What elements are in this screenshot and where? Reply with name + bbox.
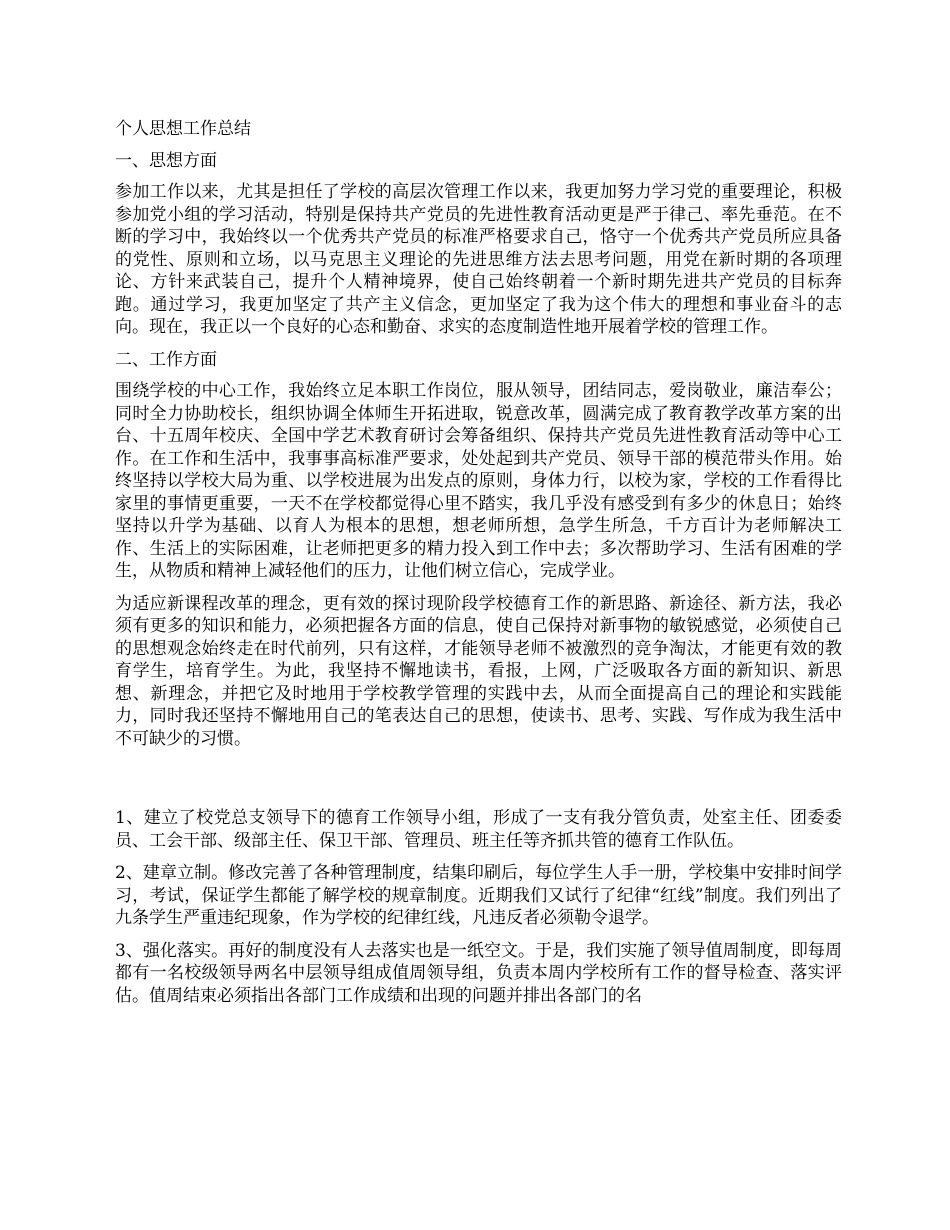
document-title: 个人思想工作总结 [115,119,251,139]
paragraph-thought: 参加工作以来，尤其是担任了学校的高层次管理工作以来，我更加努力学习党的重要理论，积极参加党小组的学习活动，特别是保持共产党员的先进性教育活动更是严于律己、率先垂范。在不断的学习中，我始终以一个优秀共产党员的标准严格要求自己，恪守一个优秀共产党员所应具备的党性、原则和立场，以马克思主义理论的先进思维方法去思考问题，用党在新时期的各项理论、方针来武装自己，提升个人精神境界，使自己始终朝着一个新时期先进共产党员的目标奔跑。通过学习，我更加坚定了共产主义信念，更加坚定了我为这个伟大的理想和事业奋斗的志向。现在，我正以一个良好的心态和勤奋、求实的态度制造性地开展着学校的管理工作。 [115,182,842,337]
document-page [115,118,842,1017]
list-item-1: 1、建立了校党总支领导下的德育工作领导小组，形成了一支有我分管负责，处室主任、团委委员、工会干部、级部主任、保卫干部、管理员、班主任等齐抓共管的德育工作队伍。 [115,808,842,851]
paragraph-work-2: 为适应新课程改革的理念，更有效的探讨现阶段学校德育工作的新思路、新途径、新方法，我必须有更多的知识和能力，必须把握各方面的信息，使自己保持对新事物的敏锐感觉，必须使自己的思想观念始终走在时代前列，只有这样，才能领导老师不被激烈的竞争淘汰，才能更有效的教育学生，培育学生。为此，我坚持不懈地读书，看报，上网，广泛吸取各方面的新知识、新思想、新理念，并把它及时地用于学校教学管理的实践中去，从而全面提高自己的理论和实践能力，同时我还坚持不懈地用自己的笔表达自己的思想，使读书、思考、实践、写作成为我生活中不可缺少的习惯。 [115,593,842,749]
list-item-3: 3、强化落实。再好的制度没有人去落实也是一纸空文。于是，我们实施了领导值周制度，即每周都有一名校级领导两名中层领导组成值周领导组，负责本周内学校所有工作的督导检查、落实评估。值周结束必须指出各部门工作成绩和出现的问题并排出各部门的名 [115,940,842,1006]
blank-gap [115,760,842,807]
section-heading-thought: 一、思想方面 [115,150,217,171]
list-item-2: 2、建章立制。修改完善了各种管理制度，结集印刷后，每位学生人手一册，学校集中安排时间学习，考试，保证学生都能了解学校的规章制度。近期我们又试行了纪律“红线”制度。我们列出了九条学生严重违纪现象，作为学校的纪律红线，凡违反者必须勒令退学。 [115,863,842,928]
section-heading-work: 二、工作方面 [115,349,217,370]
paragraph-work-1: 围绕学校的中心工作，我始终立足本职工作岗位，服从领导，团结同志，爱岗敬业，廉洁奉公；同时全力协助校长，组织协调全体师生开拓进取，锐意改革，圆满完成了教育教学改革方案的出台、十五周年校庆、全国中学艺术教育研讨会筹备组织、保持共产党员先进性教育活动等中心工作。在工作和生活中，我事事高标准严要求，处处起到共产党员、领导干部的模范带头作用。始终坚持以学校大局为重、以学校进展为出发点的原则，身体力行，以校为家，学校的工作看得比家里的事情更重要，一天不在学校都觉得心里不踏实，我几乎没有感受到有多少的休息日；始终坚持以升学为基础、以育人为根本的思想，想老师所想，急学生所急，千方百计为老师解决工作、生活上的实际困难，让老师把更多的精力投入到工作中去；多次帮助学习、生活有困难的学生，从物质和精神上减轻他们的压力，让他们树立信心，完成学业。 [115,381,842,581]
